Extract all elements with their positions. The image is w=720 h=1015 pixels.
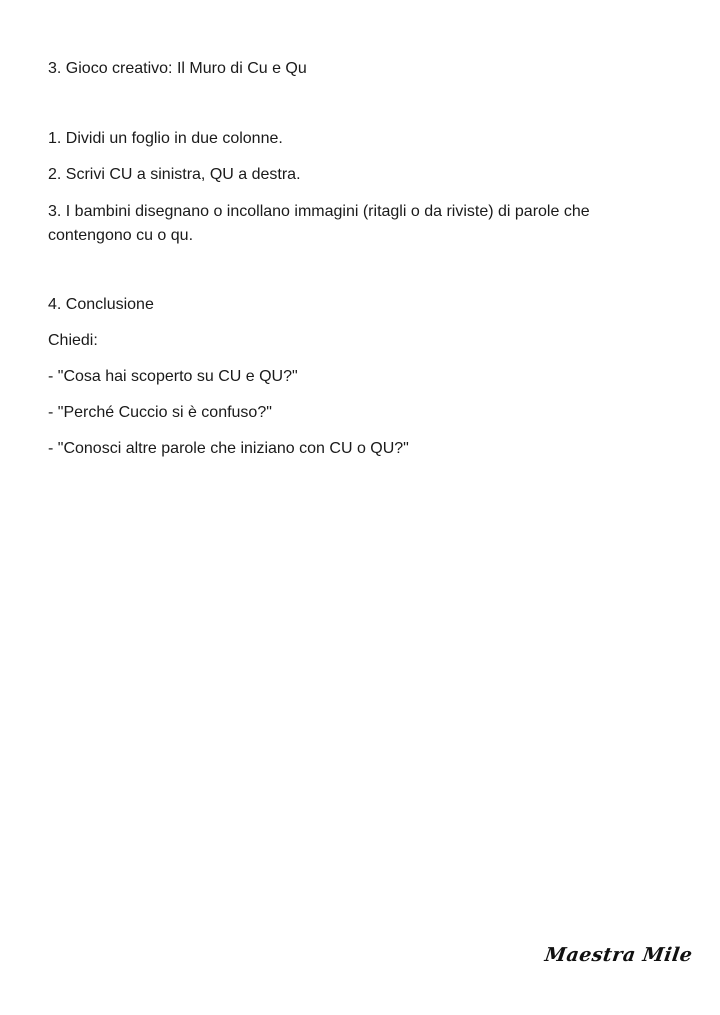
question-2: - "Perché Cuccio si è confuso?" xyxy=(48,404,272,421)
ask-label: Chiedi: xyxy=(48,332,98,349)
step-2: 2. Scrivi CU a sinistra, QU a destra. xyxy=(48,166,301,183)
question-3: - "Conosci altre parole che iniziano con CU o QU?" xyxy=(48,440,409,457)
step-3: 3. I bambini disegnano o incollano immagini (ritagli o da riviste) di parole che contengono cu o qu. xyxy=(48,203,590,244)
section-3-title: 3. Gioco creativo: Il Muro di Cu e Qu xyxy=(48,60,307,77)
section-4-title: 4. Conclusione xyxy=(48,296,154,313)
author-signature: Maestra Mile xyxy=(543,944,694,966)
question-1: - "Cosa hai scoperto su CU e QU?" xyxy=(48,368,298,385)
step-1: 1. Dividi un foglio in due colonne. xyxy=(48,130,283,147)
